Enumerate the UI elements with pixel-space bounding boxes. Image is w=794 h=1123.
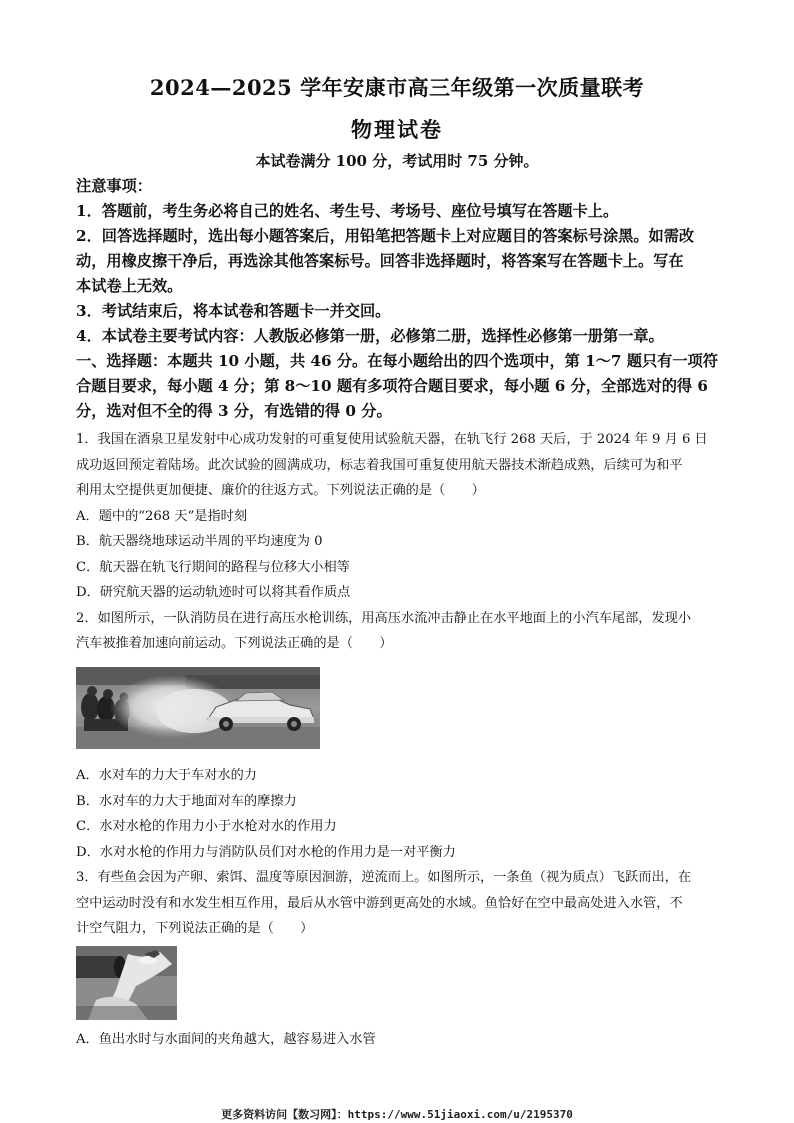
q1-stem-line-3: 利用太空提供更加便捷、廉价的往返方式。下列说法正确的是（ ） bbox=[76, 483, 485, 498]
notes-section bbox=[76, 174, 742, 424]
question-3-options bbox=[76, 1027, 742, 1053]
q1-option-c: C．航天器在轨飞行期间的路程与位移大小相等 bbox=[76, 559, 350, 575]
fish-pipe-photo bbox=[76, 946, 177, 1020]
q2-option-a: A．水对车的力大于车对水的力 bbox=[76, 768, 257, 783]
q1-option-b: B．航天器绕地球运动半周的平均速度为 0 bbox=[76, 534, 323, 549]
q1-option-a: A．题中的“268 天”是指时刻 bbox=[76, 508, 248, 524]
section-1-line-2: 合题目要求，每小题 4 分；第 8～10 题有多项符合题目要求，每小题 6 分，全部选对的得 6 bbox=[76, 377, 708, 395]
q1-option-d: D．研究航天器的运动轨迹时可以将其看作质点 bbox=[76, 585, 351, 600]
section-1-line-3: 分，选对但不全的得 3 分，有选错的得 0 分。 bbox=[76, 402, 392, 420]
q3-stem-line-2: 空中运动时没有和水发生相互作用，最后从水管中游到更高处的水域。鱼恰好在空中最高处进入水管，不 bbox=[76, 895, 683, 911]
note-item-3: 3．考试结束后，将本试卷和答题卡一并交回。 bbox=[76, 302, 391, 320]
q2-stem-line-2: 汽车被推着加速向前运动。下列说法正确的是（ ） bbox=[76, 636, 393, 651]
q1-stem-line-1: 1．我国在酒泉卫星发射中心成功发射的可重复使用试验航天器，在轨飞行 268 天后，于 2024 年 9 月 6 日 bbox=[76, 432, 708, 447]
note-item-2-line-3: 本试卷上无效。 bbox=[76, 277, 183, 295]
exam-subtitle: 物理试卷 bbox=[351, 117, 443, 142]
exam-title: 2024—2025 学年安康市高三年级第一次质量联考 bbox=[149, 75, 645, 100]
note-item-2-line-2: 动，用橡皮擦干净后，再选涂其他答案标号。回答非选择题时，将答案写在答题卡上。写在 bbox=[76, 252, 684, 270]
question-1 bbox=[76, 427, 742, 657]
q2-option-b: B．水对车的力大于地面对车的摩擦力 bbox=[76, 793, 297, 809]
q1-stem-line-2: 成功返回预定着陆场。此次试验的圆满成功，标志着我国可重复使用航天器技术渐趋成熟，后续可为和平 bbox=[76, 457, 683, 473]
note-item-1: 1．答题前，考生务必将自己的姓名、考生号、考场号、座位号填写在答题卡上。 bbox=[76, 202, 619, 220]
note-item-4: 4．本试卷主要考试内容：人教版必修第一册，必修第二册，选择性必修第一册第一章。 bbox=[76, 327, 664, 345]
q3-stem-line-3: 计空气阻力，下列说法正确的是（ ） bbox=[76, 921, 314, 936]
q2-stem-line-1: 2．如图所示，一队消防员在进行高压水枪训练，用高压水流冲击静止在水平地面上的小汽车尾部，发现小 bbox=[76, 610, 692, 626]
footer-link[interactable]: 更多资料访问【数习网】：https://www.51jiaoxi.com/u/2195370 bbox=[221, 1108, 573, 1121]
exam-info: 本试卷满分 100 分，考试用时 75 分钟。 bbox=[255, 152, 539, 170]
section-1-line-1: 一、选择题：本题共 10 小题，共 46 分。在每小题给出的四个选项中，第 1～7 题只有一项符 bbox=[76, 352, 718, 370]
q3-option-a: A．鱼出水时与水面间的夹角越大，越容易进入水管 bbox=[76, 1032, 376, 1047]
q2-option-d: D．水对水枪的作用力与消防队员们对水枪的作用力是一对平衡力 bbox=[76, 844, 456, 860]
q3-stem-line-1: 3．有些鱼会因为产卵、索饵、温度等原因洄游，逆流而上。如图所示，一条鱼（视为质点）飞跃而出，在 bbox=[76, 870, 692, 885]
q2-option-c: C．水对水枪的作用力小于水枪对水的作用力 bbox=[76, 819, 337, 834]
notes-heading: 注意事项： bbox=[76, 177, 152, 195]
note-item-2-line-1: 2．回答选择题时，选出每小题答案后，用铅笔把答题卡上对应题目的答案标号涂黑。如需改 bbox=[76, 227, 695, 245]
firefighter-car-photo bbox=[76, 667, 320, 749]
question-2-options bbox=[76, 763, 742, 942]
